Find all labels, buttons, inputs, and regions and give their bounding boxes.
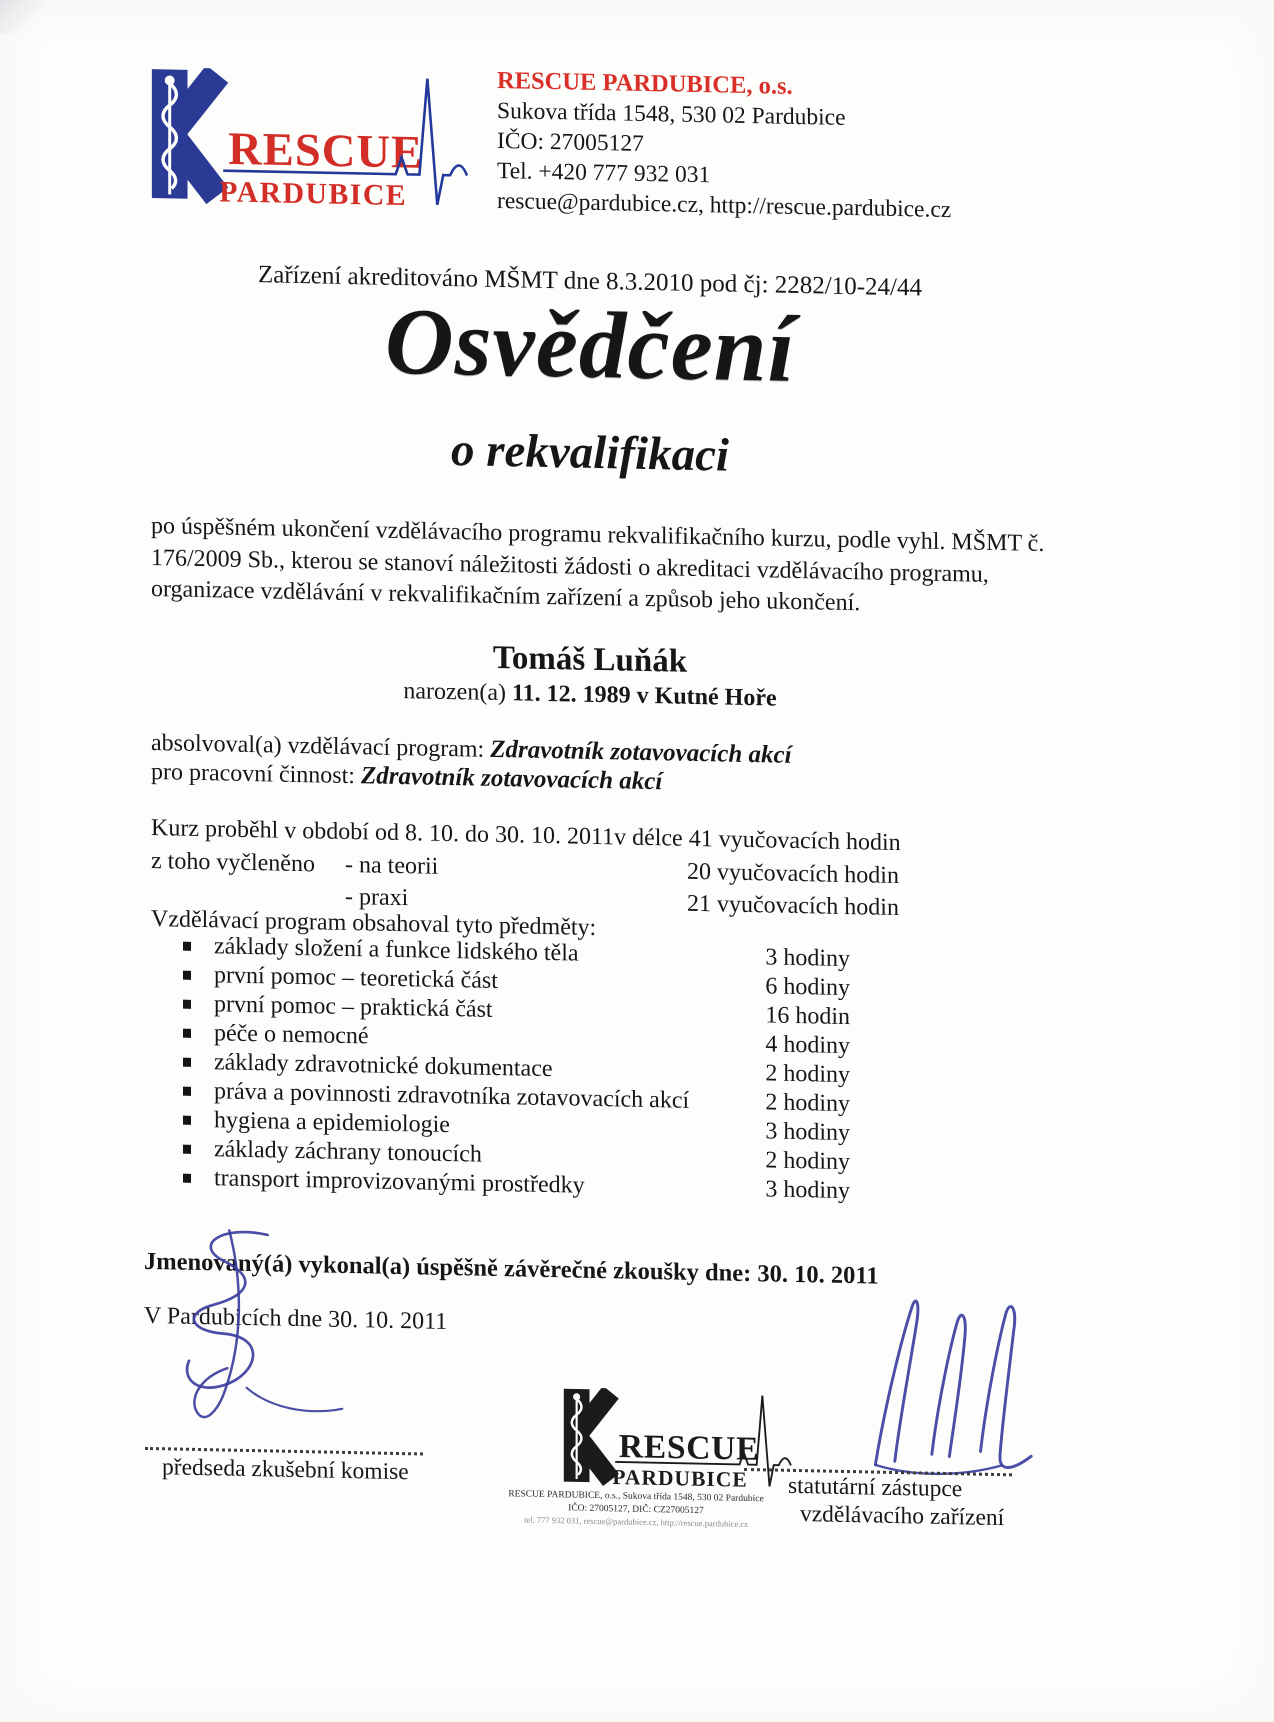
subject-name: první pomoc – praktická část	[214, 991, 493, 1023]
program-label: absolvoval(a) vzdělávací program:	[151, 730, 491, 763]
org-stamp	[552, 1387, 792, 1492]
bullet-square-icon	[183, 1174, 191, 1183]
subject-name: transport improvizovanými prostředky	[214, 1165, 585, 1199]
program-value: Zdravotník zotavovacích akcí	[490, 735, 792, 769]
occupation-label: pro pracovní činnost:	[151, 759, 361, 790]
bullet-square-icon	[183, 1116, 191, 1125]
subject-hours: 2 hodiny	[765, 1147, 850, 1176]
theory-hours: 20 vyučovacích hodin	[687, 858, 899, 890]
subject-hours: 3 hodiny	[765, 1118, 850, 1147]
subject-name: první pomoc – teoretická část	[214, 962, 498, 994]
theory-label: - na teorii	[345, 851, 439, 880]
subject-hours: 2 hodiny	[765, 1060, 850, 1089]
examiner-signature-icon	[150, 1223, 365, 1452]
subjects-heading: Vzdělávací program obsahoval tyto předměty:	[151, 906, 597, 941]
subject-name: hygiena a epidemiologie	[214, 1107, 450, 1139]
subject-hours: 16 hodin	[765, 1002, 850, 1031]
examiner-role-label: předseda zkušební komise	[162, 1454, 409, 1486]
intro-line-2: 176/2009 Sb., kterou se stanoví náležitosti žádosti o akreditaci vzdělávacího programu,	[151, 544, 989, 588]
birth-label: narozen(a)	[403, 678, 512, 707]
certificate-title: Osvědčení	[385, 287, 795, 402]
bullet-square-icon	[183, 942, 191, 951]
org-contacts: rescue@pardubice.cz, http://rescue.pardubice.cz	[497, 187, 952, 224]
allocation-label: z toho vyčleněno	[151, 848, 315, 878]
bullet-square-icon	[183, 1087, 191, 1096]
star-of-life-icon	[152, 67, 228, 205]
stamp-line-3: tel. 777 932 031, rescue@pardubice.cz, http://rescue.pardubice.cz	[524, 1514, 748, 1530]
intro-line-1: po úspěšném ukončení vzdělávacího programu rekvalifikačního kurzu, podle vyhl. MŠMT č.	[151, 513, 1045, 557]
subject-name: základy záchrany tonoucích	[214, 1136, 482, 1168]
org-ico: IČO: 27005127	[497, 127, 644, 157]
subject-name: péče o nemocné	[214, 1020, 369, 1050]
org-address: Sukova třída 1548, 530 02 Pardubice	[497, 97, 846, 131]
certificate-subtitle: o rekvalifikaci	[450, 424, 729, 482]
logo-rescue-text: RESCUE	[228, 122, 424, 179]
stamp-rescue-text: RESCUE	[618, 1427, 760, 1468]
subject-name: základy složení a funkce lidského těla	[214, 933, 579, 967]
trainee-name: Tomáš Luňák	[492, 639, 688, 680]
subject-hours: 3 hodiny	[765, 944, 850, 973]
place-date-line: V Pardubicích dne 30. 10. 2011	[144, 1302, 448, 1335]
subject-hours: 2 hodiny	[765, 1089, 850, 1118]
bullet-square-icon	[183, 1029, 191, 1038]
representative-role-label-1: statutární zástupce	[788, 1472, 963, 1503]
org-phone: Tel. +420 777 932 031	[497, 157, 711, 189]
subject-hours: 3 hodiny	[765, 1176, 850, 1205]
bullet-square-icon	[183, 971, 191, 980]
subject-name: základy zdravotnické dokumentace	[214, 1049, 553, 1083]
org-name: RESCUE PARDUBICE, o.s.	[497, 66, 793, 100]
org-contact-block	[497, 66, 951, 225]
subject-hours: 6 hodiny	[765, 973, 850, 1002]
subject-name: práva a povinnosti zdravotníka zotavovacích akcí	[214, 1078, 690, 1114]
practice-hours: 21 vyučovacích hodin	[687, 890, 899, 922]
bullet-square-icon	[183, 1145, 191, 1154]
stamp-star-of-life-icon	[564, 1387, 619, 1486]
bullet-square-icon	[183, 1058, 191, 1067]
intro-paragraph	[151, 511, 1051, 624]
stamp-line-1: RESCUE PARDUBICE, o.s., Sukova třída 1548, 530 02 Pardubice	[508, 1489, 764, 1505]
exam-statement: Jmenovaný(á) vykonal(a) úspěšně závěrečné zkoušky dne: 30. 10. 2011	[144, 1247, 879, 1290]
stamp-pardubice-text: PARDUBICE	[612, 1465, 748, 1492]
subject-hours: 4 hodiny	[765, 1031, 850, 1060]
accreditation-note: Zařízení akreditováno MŠMT dne 8.3.2010 pod čj: 2282/10-24/44	[257, 261, 922, 302]
stamp-text-lines	[478, 1488, 794, 1532]
course-period-line: Kurz proběhl v období od 8. 10. do 30. 10. 2011v délce 41 vyučovacích hodin	[151, 815, 901, 857]
intro-line-3: organizace vzdělávání v rekvalifikačním zařízení a způsob jeho ukončení.	[151, 576, 861, 617]
occupation-value: Zdravotník zotavovacích akcí	[360, 762, 663, 796]
org-logo	[136, 67, 468, 213]
representative-signature-icon	[852, 1289, 1147, 1480]
logo-pardubice-text: PARDUBICE	[219, 176, 408, 213]
representative-role-label-2: vzdělávacího zařízení	[800, 1501, 1005, 1532]
practice-label: - praxi	[345, 883, 409, 912]
bullet-square-icon	[183, 1000, 191, 1009]
stamp-line-2: IČO: 27005127, DIČ: CZ27005127	[568, 1502, 704, 1516]
birth-value: 11. 12. 1989 v Kutné Hoře	[511, 680, 777, 712]
